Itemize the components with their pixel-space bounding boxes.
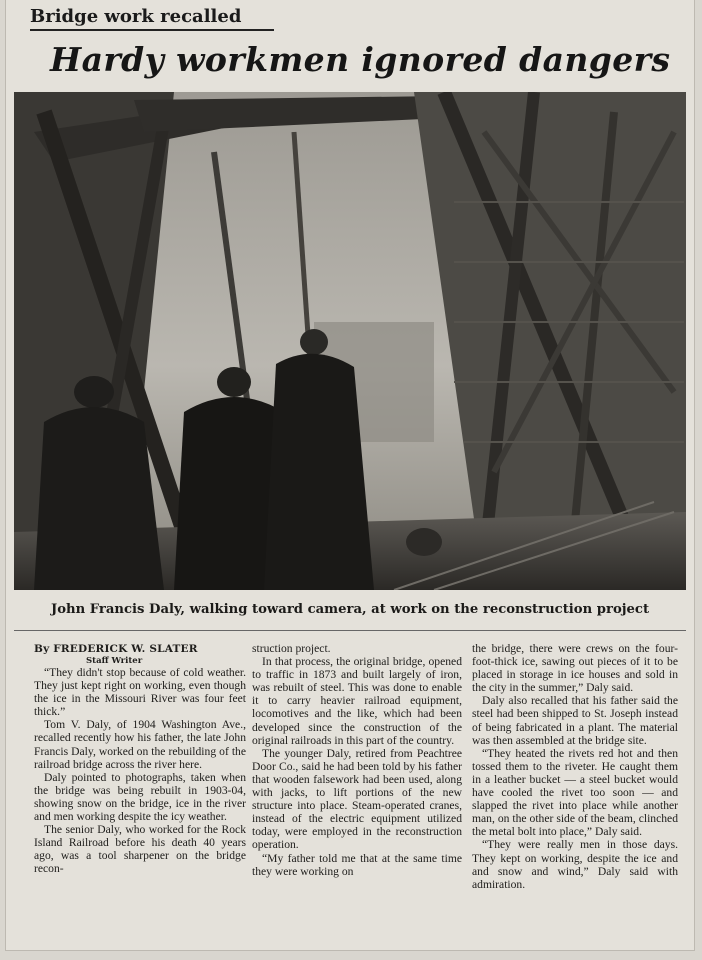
paragraph: Tom V. Daly, of 1904 Washington Ave., recalled recently how his father, the late John Francis Daly, worked on the rebuilding of the railroad bridge across the river here. [34,718,246,771]
article-column-1 [34,642,246,876]
paragraph: “They didn't stop because of cold weather. They just kept right on working, even though the ice in the Missouri River was four feet thick.” [34,666,246,719]
paragraph: Daly also recalled that his father said the steel had been shipped to St. Joseph instead of being fabricated in a plant. The material was then assembled at the bridge site. [472,694,678,747]
paragraph: “My father told me that at the same time they were working on [252,851,462,878]
paragraph: the bridge, there were crews on the four-foot-thick ice, sawing out pieces of it to be placed in storage in ice houses and sold in the city in the summer,” Daly said. [472,642,678,695]
byline-role: Staff Writer [86,656,143,666]
divider [14,630,686,631]
article-column-3 [472,642,678,891]
article-column-2 [252,642,462,878]
paragraph: “They were really men in those days. They kept on working, despite the ice and and snow and wind,” Daly said with admiration. [472,838,678,891]
paragraph: “They heated the rivets red hot and then tossed them to the riveter. He caught them in a leather bucket — a steel bucket would have cooled the rivet too soon — and slapped the rivet into place while another man, on the other side of the beam, clinched the metal bolt into place,” Daly said. [472,746,678,839]
paragraph: In that process, the original bridge, opened to traffic in 1873 and built largely of iron, was rebuilt of steel. This was done to enable it to carry heavier railroad equipment, locomotives and the like, which had been developed since the construction of the original railroads in this part of the country. [252,655,462,747]
bridge-photograph [14,92,686,590]
headline: Hardy workmen ignored dangers [50,40,671,79]
paragraph: struction project. [252,642,331,655]
byline: By FREDERICK W. SLATER [34,643,198,655]
paragraph: The younger Daly, retired from Peachtree Door Co., said he had been told by his father that wooden falsework had been used, along with jacks, to lift portions of the new structure into place. Steam-operated cranes, instead of the electric equipment utilized today, were employed in the reconstruction operation. [252,746,462,852]
kicker-heading: Bridge work recalled [30,6,274,31]
paragraph: The senior Daly, who worked for the Rock Island Railroad before his death 40 years ago, was a tool sharpener on the bridge recon- [34,823,246,876]
bridge-photo-illustration [14,92,686,590]
paragraph: Daly pointed to photographs, taken when the bridge was being rebuilt in 1903-04, showing snow on the bridge, ice in the river and men working despite the icy weather. [34,770,246,824]
photo-caption: John Francis Daly, walking toward camera, at work on the reconstruction project [50,602,650,617]
